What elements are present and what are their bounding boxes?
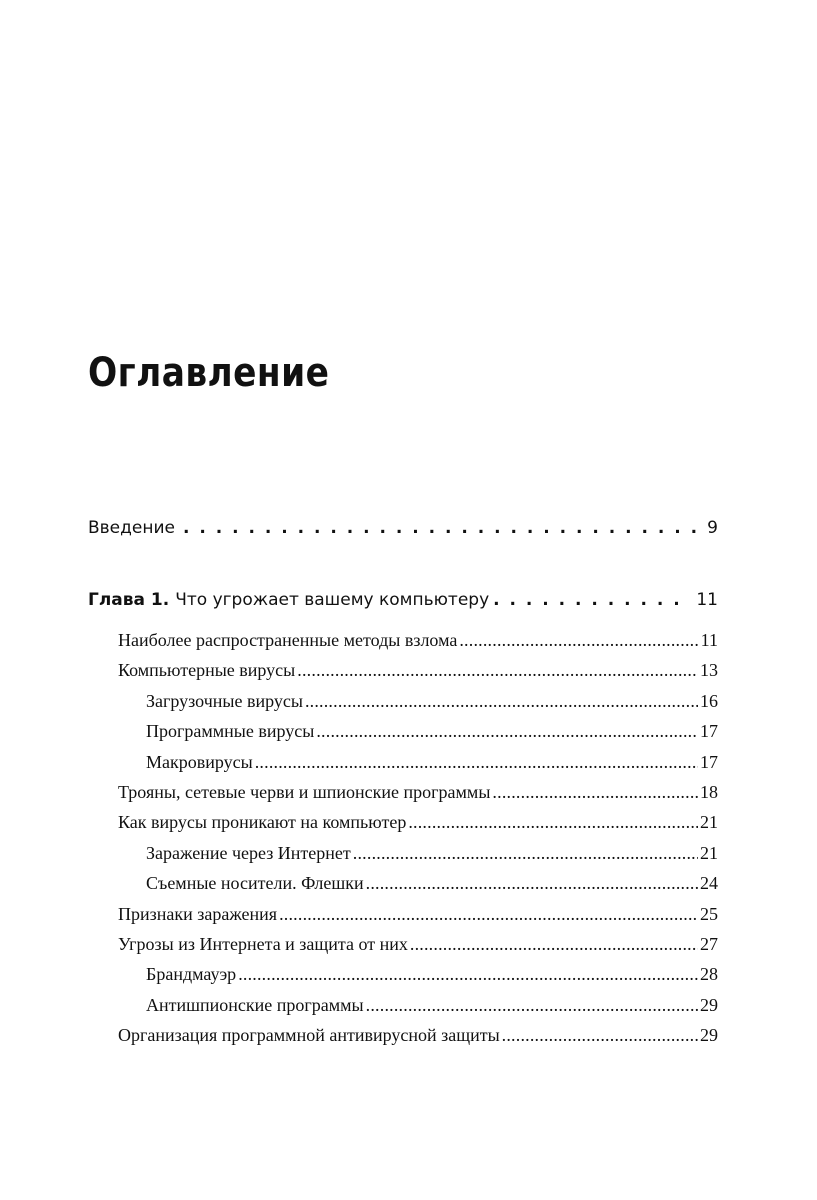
dot-leader — [316, 721, 698, 742]
toc-entry-title: Загрузочные вирусы — [146, 690, 303, 711]
dot-leader — [279, 904, 698, 925]
toc-entry-page: 29 — [700, 994, 718, 1015]
toc-entry-title: Как вирусы проникают на компьютер — [118, 812, 407, 833]
dot-leader — [353, 843, 698, 864]
dot-leader — [492, 782, 698, 803]
dot-leader — [183, 518, 701, 538]
chapter-page: 11 — [696, 590, 718, 610]
toc-entry-title: Брандмауэр — [146, 964, 237, 985]
toc-entry-title: Съемные носители. Флешки — [146, 873, 364, 894]
toc-section — [118, 782, 718, 803]
toc-subsection — [146, 691, 718, 712]
toc-chapter-1 — [88, 590, 718, 610]
toc-entry-title: Введение — [88, 518, 175, 538]
toc-entry-page: 18 — [700, 782, 718, 802]
toc-entry-page: 13 — [700, 660, 718, 681]
toc-entry-page: 16 — [700, 690, 718, 711]
toc-entry-title: Программные вирусы — [146, 721, 315, 742]
dot-leader — [366, 873, 698, 894]
toc-subsection — [146, 721, 718, 742]
toc-entry-page: 24 — [700, 873, 718, 894]
toc-entry-title: Организация программной антивирусной защиты — [118, 1025, 500, 1046]
dot-leader — [305, 691, 698, 712]
toc-section — [118, 1025, 718, 1046]
dot-leader — [502, 1025, 698, 1046]
toc-entry-introduction — [88, 518, 718, 538]
dot-leader — [408, 812, 698, 833]
dot-leader — [297, 660, 698, 681]
chapter-label: Глава 1. — [88, 590, 170, 610]
toc-entry-title: Макровирусы — [146, 751, 253, 772]
toc-section — [118, 934, 718, 955]
toc-section — [118, 660, 718, 681]
toc-section — [118, 904, 718, 925]
toc-entry-page: 21 — [700, 842, 718, 863]
toc-entry-page: 28 — [700, 964, 718, 985]
toc-entry-page: 9 — [707, 518, 718, 538]
toc-entry-title: Трояны, сетевые черви и шпионские программы — [118, 782, 491, 802]
toc-entry-title: Угрозы из Интернета и защита от них — [118, 934, 408, 954]
dot-leader — [459, 630, 698, 651]
toc-subsection — [146, 752, 718, 773]
toc-entry-page: 17 — [700, 721, 718, 742]
toc-entry-page: 25 — [700, 903, 718, 924]
chapter-title: Что угрожает вашему компьютеру — [175, 590, 490, 610]
toc-subsection — [146, 995, 718, 1016]
toc-entry-title: Компьютерные вирусы — [118, 660, 296, 681]
toc-subsection — [146, 843, 718, 864]
toc-entry-page: 29 — [700, 1025, 718, 1046]
page-title: Оглавление — [88, 350, 330, 396]
toc-entry-page: 17 — [700, 751, 718, 772]
dot-leader — [238, 964, 698, 985]
toc-entry-page: 21 — [700, 812, 718, 833]
toc-entry-title: Наиболее распространенные методы взлома — [118, 630, 458, 650]
dot-leader — [410, 934, 698, 955]
toc-entry-page: 27 — [700, 934, 718, 954]
toc-section — [118, 812, 718, 833]
toc-entry-page: 11 — [700, 630, 718, 650]
toc-entry-title: Признаки заражения — [118, 903, 278, 924]
toc-section — [118, 630, 718, 651]
toc-subsection — [146, 964, 718, 985]
toc-entry-title: Антишпионские программы — [146, 994, 364, 1015]
dot-leader — [255, 752, 698, 773]
toc-entry-title: Заражение через Интернет — [146, 842, 351, 863]
dot-leader — [493, 590, 688, 610]
dot-leader — [366, 995, 698, 1016]
toc-subsection — [146, 873, 718, 894]
